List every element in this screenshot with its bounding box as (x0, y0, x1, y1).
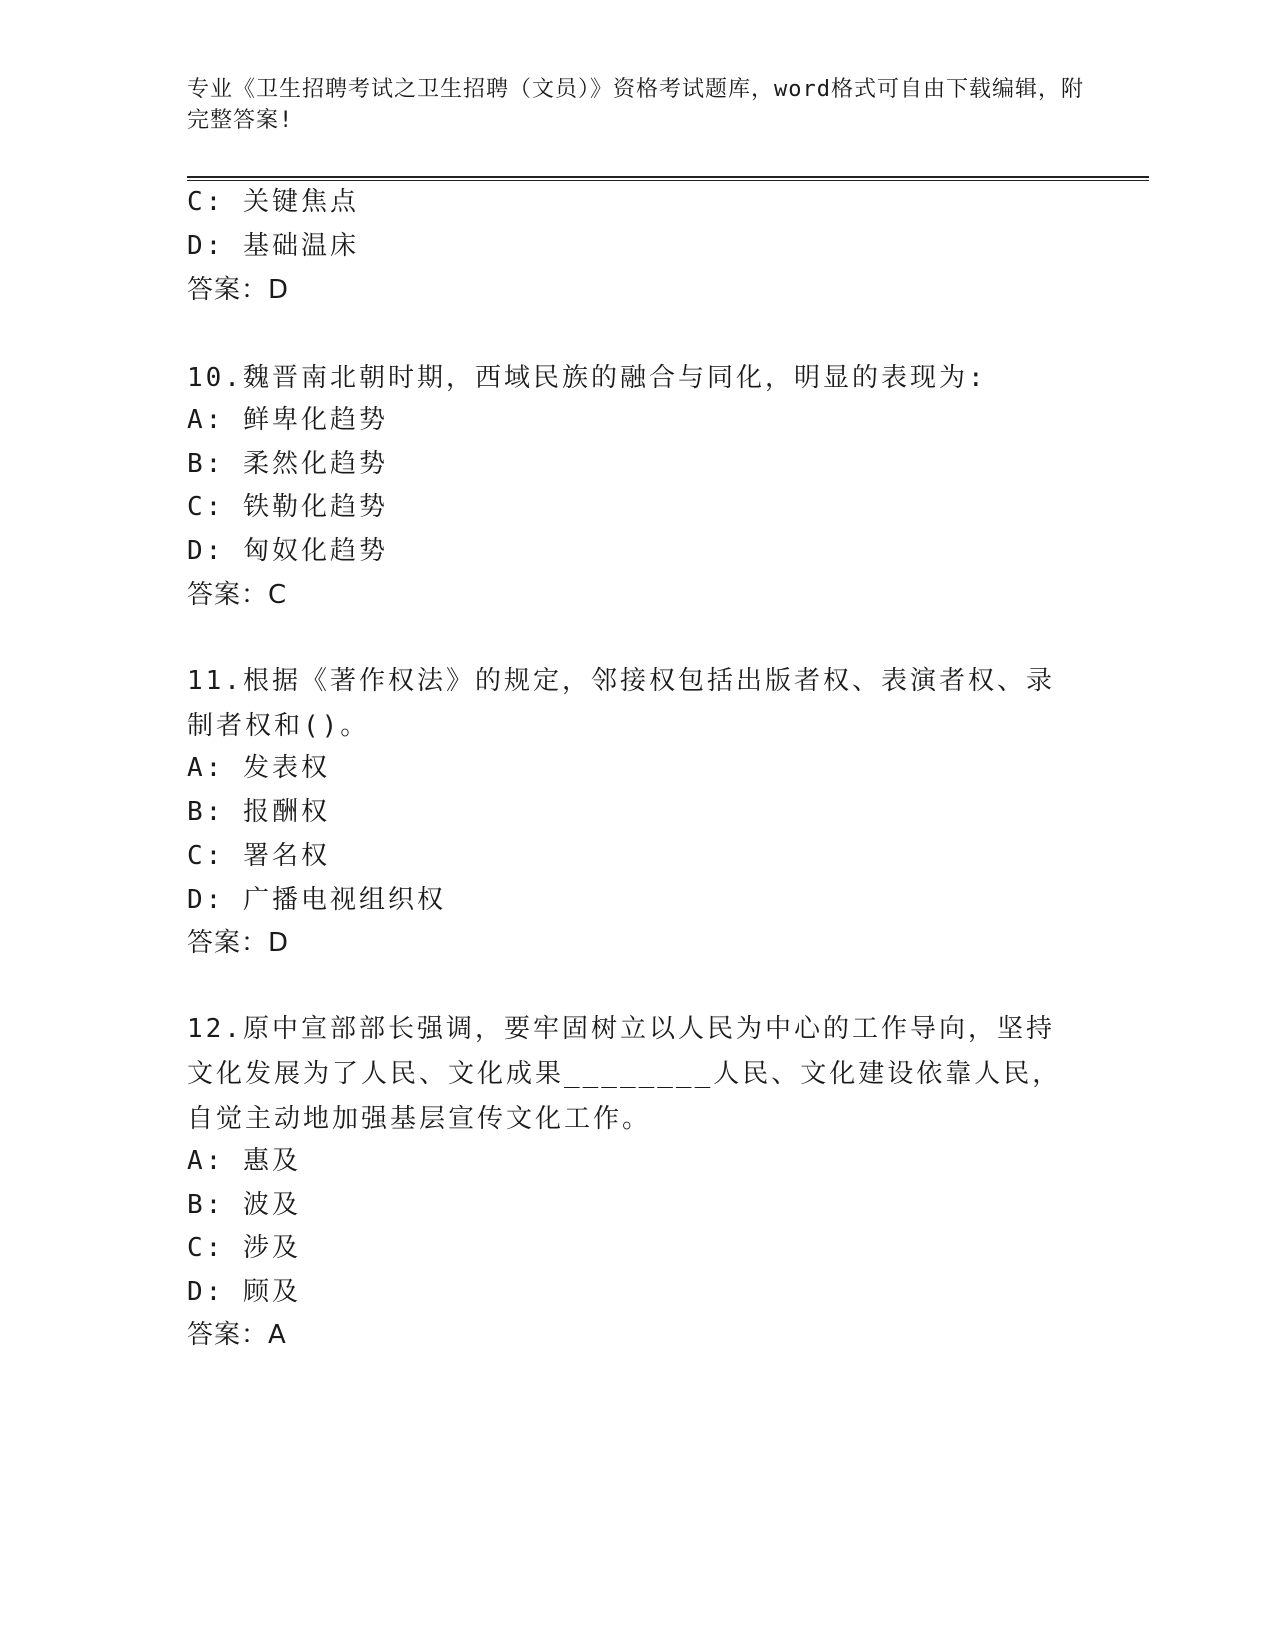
option-b: B: 报酬权 (187, 797, 330, 827)
answer-line: 答案：C (187, 580, 288, 610)
answer-line: 答案：D (187, 275, 290, 305)
option-a: A: 惠及 (187, 1146, 301, 1176)
option-c: C: 署名权 (187, 841, 330, 871)
option-c: C: 关键焦点 (187, 187, 359, 217)
answer-line: 答案：A (187, 1320, 287, 1350)
option-a: A: 发表权 (187, 753, 330, 783)
option-a: A: 鲜卑化趋势 (187, 405, 388, 435)
question-stem: 10.魏晋南北朝时期，西域民族的融合与同化，明显的表现为: (187, 363, 987, 393)
option-b: B: 柔然化趋势 (187, 449, 388, 479)
header-divider (187, 176, 1149, 181)
option-c: C: 铁勒化趋势 (187, 492, 388, 522)
answer-line: 答案：D (187, 928, 290, 958)
option-d: D: 匈奴化趋势 (187, 536, 388, 566)
option-b: B: 波及 (187, 1190, 301, 1220)
document-header: 专业《卫生招聘考试之卫生招聘（文员）》资格考试题库，word格式可自由下载编辑，附完整答案! (187, 77, 1084, 133)
question-stem: 12.原中宣部部长强调，要牢固树立以人民为中心的工作导向，坚持文化发展为了人民、文化成果________人民、文化建设依靠人民，自觉主动地加强基层宣传文化工作。 (187, 1014, 1062, 1134)
option-d: D: 顾及 (187, 1277, 301, 1307)
option-d: D: 广播电视组织权 (187, 885, 446, 915)
option-d: D: 基础温床 (187, 231, 359, 261)
option-c: C: 涉及 (187, 1233, 301, 1263)
question-stem: 11.根据《著作权法》的规定，邻接权包括出版者权、表演者权、录制者权和()。 (187, 666, 1055, 741)
